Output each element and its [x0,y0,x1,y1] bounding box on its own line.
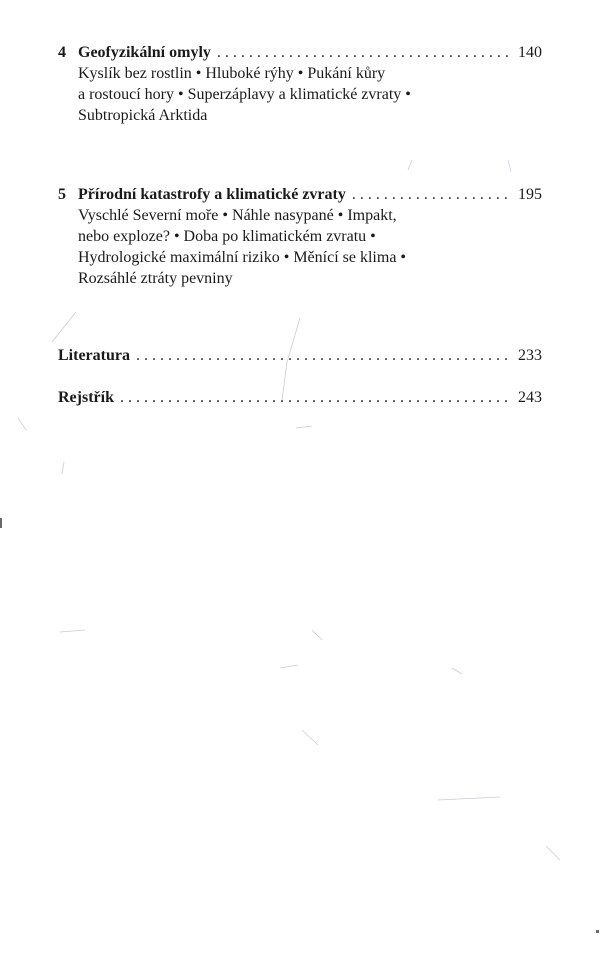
toc-entry-rejstrik [58,387,542,408]
chapter-topics [58,205,542,289]
back-matter-heading [58,387,542,408]
back-matter-title: Rejstřík [58,389,114,406]
toc-chapter-5 [58,184,542,289]
topic-line: a rostoucí hory • Superzáplavy a klimatické zvraty • [78,86,411,103]
back-matter-page-number: 233 [518,347,542,364]
chapter-number: 4 [58,44,66,61]
topic-line: Rozsáhlé ztráty pevniny [78,270,233,287]
chapter-topics [58,63,542,126]
topic-line: Subtropická Arktida [78,107,208,124]
chapter-title: Přírodní katastrofy a klimatické zvraty [78,186,346,203]
back-matter-heading [58,345,542,366]
chapter-heading [58,184,542,205]
topic-line: Hydrologické maximální riziko • Měnící se klima • [78,249,407,266]
chapter-page-number: 140 [518,44,542,61]
dot-leader [136,345,512,366]
back-matter-page-number: 243 [518,389,542,406]
back-matter-title: Literatura [58,347,130,364]
topic-line: Kyslík bez rostlin • Hluboké rýhy • Pukání kůry [78,65,386,82]
topic-line: nebo exploze? • Doba po klimatickém zvratu • [78,228,376,245]
chapter-title: Geofyzikální omyly [78,44,211,61]
toc-entry-literatura [58,345,542,366]
dot-leader [217,42,512,63]
chapter-page-number: 195 [518,186,542,203]
chapter-heading [58,42,542,63]
toc-chapter-4 [58,42,542,126]
dot-leader [120,387,512,408]
topic-line: Vyschlé Severní moře • Náhle nasypané • Impakt, [78,207,397,224]
dot-leader [352,184,512,205]
chapter-number: 5 [58,186,66,203]
